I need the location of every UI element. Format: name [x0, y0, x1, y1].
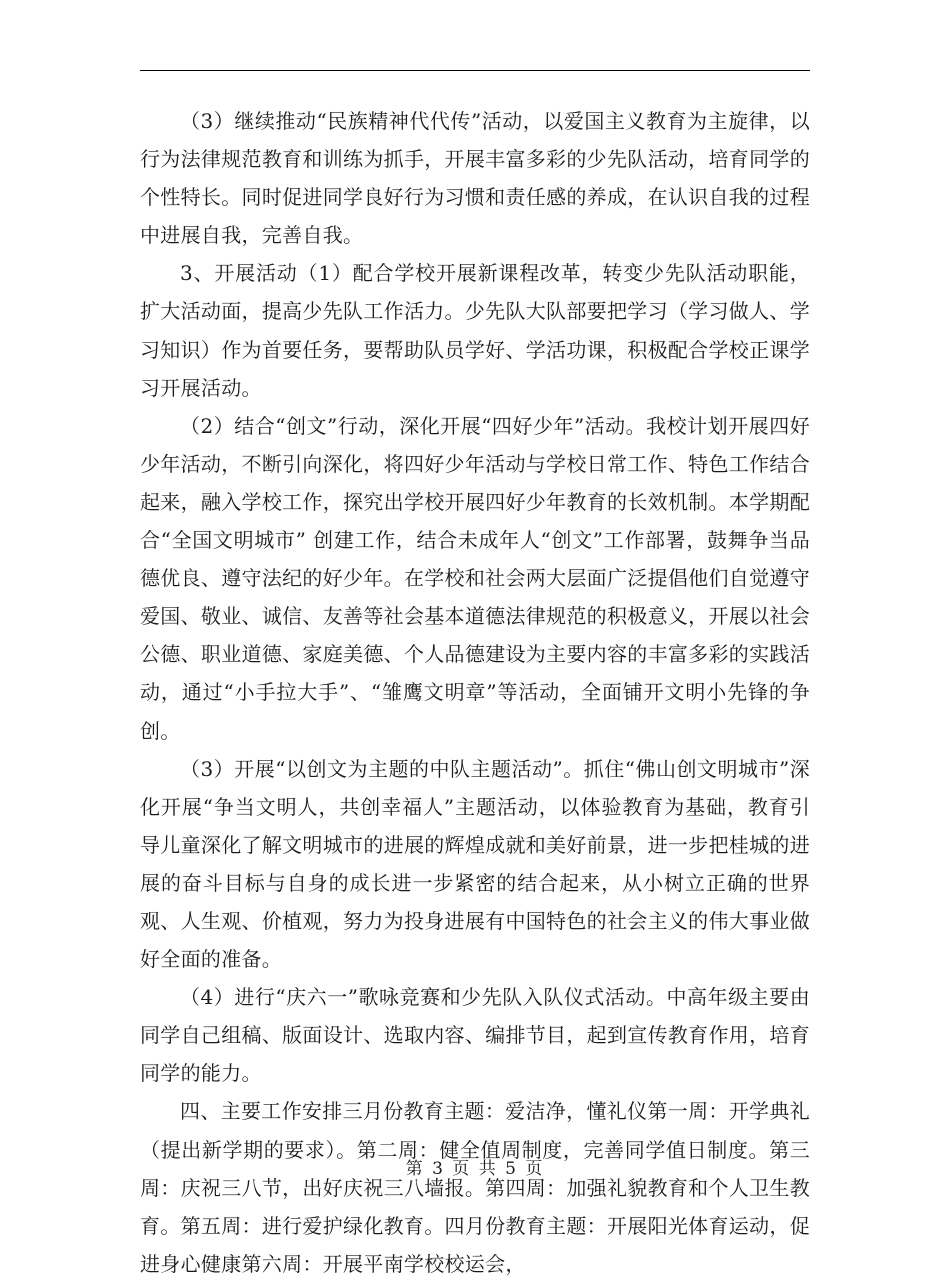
header-divider [140, 70, 810, 71]
paragraph-activities-4: （4）进行“庆六一”歌咏竞赛和少先队入队仪式活动。中高年级主要由同学自己组稿、版面设计、选取内容、编排节目，起到宣传教育作用，培育同学的能力。 [140, 985, 810, 1086]
paragraph-work-schedule: 四、主要工作安排三月份教育主题：爱洁净，懂礼仪第一周：开学典礼（提出新学期的要求）。第二周：健全值周制度，完善同学值日制度。第三周：庆祝三八节，出好庆祝三八墙报。第四周：加强礼貌教育和个人卫生教育。第五周：进行爱护绿化教育。四月份教育主题：开展阳光体育运动，促进身心健康第六周：开展平南学校校运会， [140, 1099, 810, 1276]
paragraph-3-continue-activity: （3）继续推动“民族精神代代传”活动，以爱国主义教育为主旋律，以行为法律规范教育和训练为抓手，开展丰富多彩的少先队活动，培育同学的个性特长。同时促进同学良好行为习惯和责任感的养成，在认识自我的过程中进展自我，完善自我。 [140, 109, 810, 248]
paragraph-activities-2: （2）结合“创文”行动，深化开展“四好少年”活动。我校计划开展四好少年活动，不断引向深化，将四好少年活动与学校日常工作、特色工作结合起来，融入学校工作，探究出学校开展四好少年教育的长效机制。本学期配合“全国文明城市” 创建工作，结合未成年人“创文”工作部署，鼓舞争当品德优良、遵守法纪的好少年。在学校和社会两大层面广泛提倡他们自觉遵守爱国、敬业、诚信、友善等社会基本道德法律规范的积极意义，开展以社会公德、职业道德、家庭美德、个人品德建设为主要内容的丰富多彩的实践活动，通过“小手拉大手”、“雏鹰文明章”等活动，全面铺开文明小先锋的争创。 [140, 413, 810, 743]
paragraph-activities-1: 3、开展活动（1）配合学校开展新课程改革，转变少先队活动职能，扩大活动面，提高少先队工作活力。少先队大队部要把学习（学习做人、学习知识）作为首要任务，要帮助队员学好、学活功课，积极配合学校正课学习开展活动。 [140, 261, 810, 400]
page-number-footer: 第 3 页 共 5 页 [405, 1159, 545, 1179]
paragraph-activities-3: （3）开展“以创文为主题的中队主题活动”。抓住“佛山创文明城市”深化开展“争当文明人，共创幸福人”主题活动，以体验教育为基础，教育引导儿童深化了解文明城市的进展的辉煌成就和美好前景，进一步把桂城的进展的奋斗目标与自身的成长进一步紧密的结合起来，从小树立正确的世界观、人生观、价植观，努力为投身进展有中国特色的社会主义的伟大事业做好全面的准备。 [140, 756, 810, 972]
document-body [140, 102, 810, 1283]
